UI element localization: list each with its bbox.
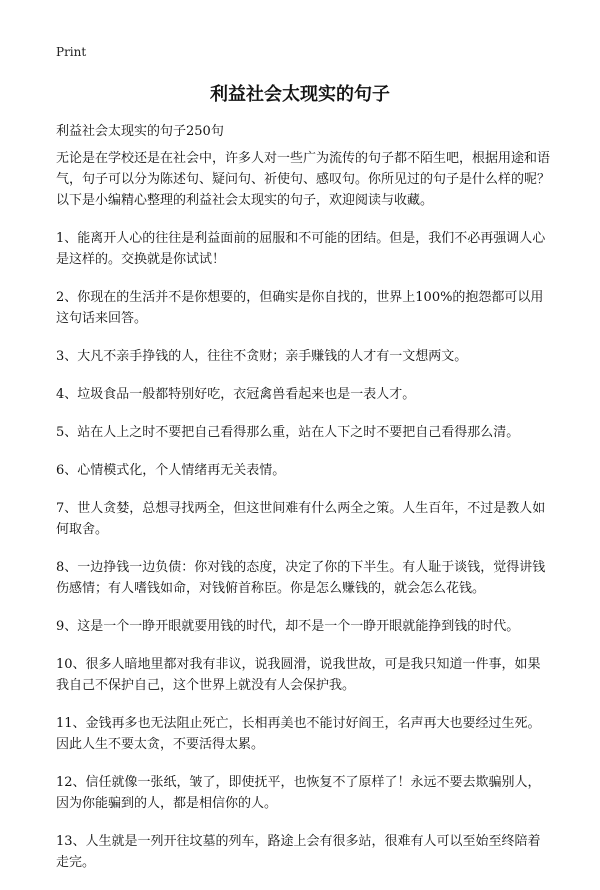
list-item: 4、垃圾食品一般都特别好吃，衣冠禽兽看起来也是一表人才。 <box>56 387 416 402</box>
list-item: 3、大凡不亲手挣钱的人，往往不贪财；亲手赚钱的人才有一文想两文。 <box>56 349 468 364</box>
list-item: 9、这是一个一睁开眼就要用钱的时代，却不是一个一睁开眼就能挣到钱的时代。 <box>56 619 520 634</box>
page-title: 利益社会太现实的句子 <box>210 84 390 105</box>
list-item: 5、站在人上之时不要把自己看得那么重，站在人下之时不要把自己看得那么清。 <box>56 425 520 440</box>
document-content <box>56 148 552 890</box>
document-subtitle: 利益社会太现实的句子250句 <box>56 124 224 139</box>
print-link[interactable]: Print <box>56 45 87 59</box>
list-item: 12、信任就像一张纸，皱了，即使抚平，也恢复不了原样了！永远不要去欺骗别人，因为你能骗到的人，都是相信你的人。 <box>56 775 541 811</box>
list-item: 13、人生就是一列开往坟墓的列车，路途上会有很多站，很难有人可以至始至终陪着走完。 <box>56 834 541 870</box>
list-item: 1、能离开人心的往往是利益面前的屈服和不可能的团结。但是，我们不必再强调人心是这样的。交换就是你试试！ <box>56 231 546 267</box>
list-item: 11、金钱再多也无法阻止死亡，长相再美也不能讨好阎王，名声再大也要经过生死。因此人生不要太贪，不要活得太累。 <box>56 716 541 752</box>
intro-paragraph: 无论是在学校还是在社会中，许多人对一些广为流传的句子都不陌生吧，根据用途和语气，句子可以分为陈述句、疑问句、祈使句、感叹句。你所见过的句子是什么样的呢？以下是小编精心整理的利益社会太现实的句子，欢迎阅读与收藏。 <box>56 151 551 208</box>
list-item: 2、你现在的生活并不是你想要的，但确实是你自找的，世界上100%的抱怨都可以用这句话来回答。 <box>56 290 544 326</box>
list-item: 10、很多人暗地里都对我有非议，说我圆滑，说我世故，可是我只知道一件事，如果我自己不保护自己，这个世界上就没有人会保护我。 <box>56 657 541 693</box>
list-item: 8、一边挣钱一边负债：你对钱的态度，决定了你的下半生。有人耻于谈钱，觉得讲钱伤感情；有人嗜钱如命，对钱俯首称臣。你是怎么赚钱的，就会怎么花钱。 <box>56 560 546 596</box>
list-item: 6、心情模式化，个人情绪再无关表情。 <box>56 463 286 478</box>
list-item: 7、世人贪婪，总想寻找两全，但这世间难有什么两全之策。人生百年，不过是教人如何取舍。 <box>56 501 546 537</box>
